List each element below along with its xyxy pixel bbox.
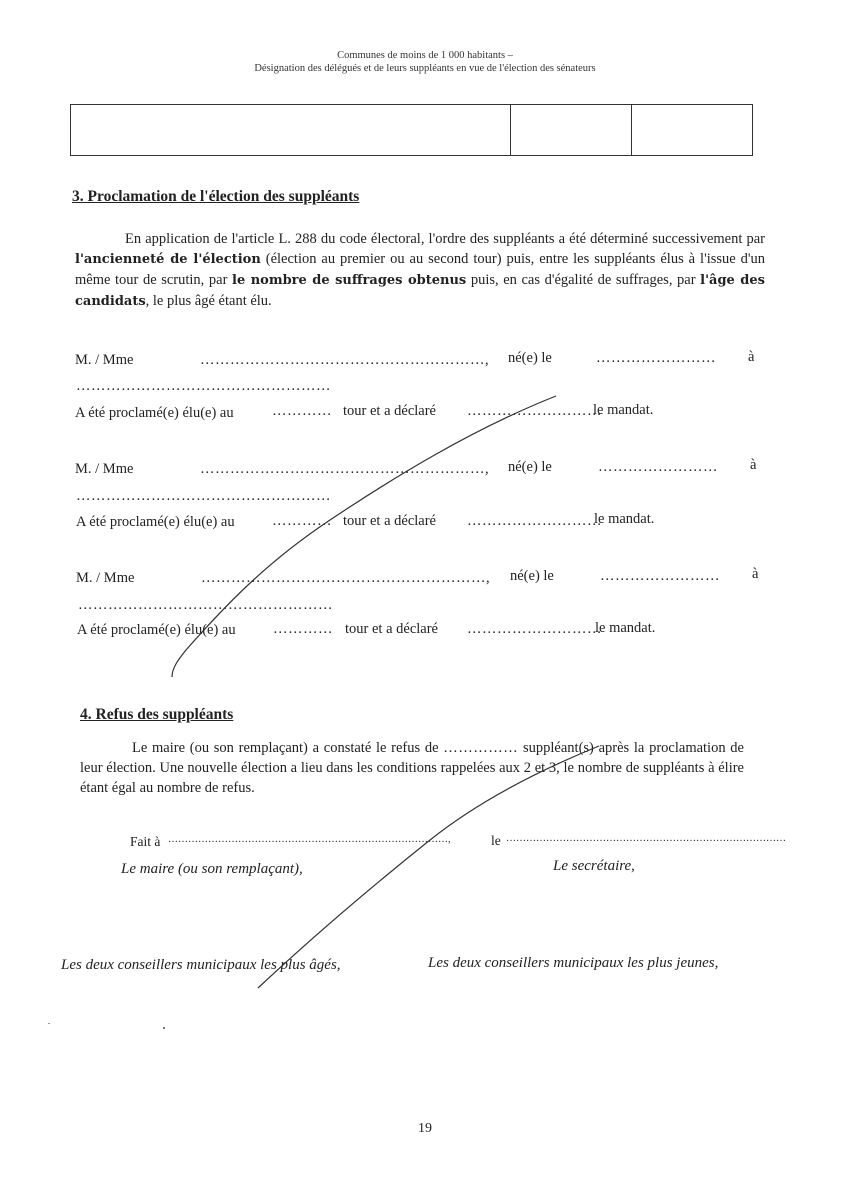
scan-speck — [48, 1023, 50, 1024]
date-label: le — [491, 833, 501, 848]
refus-count-field[interactable]: …………… — [443, 740, 519, 756]
proclaim-label: A été proclamé(e) élu(e) au — [75, 405, 234, 421]
mandate-label: le mandat. — [594, 511, 655, 527]
conseillers-jeunes-label: Les deux conseillers municipaux les plus jeunes, — [428, 955, 719, 971]
declare-label: tour et a déclaré — [345, 621, 438, 637]
name-field[interactable]: …………………………………………………, — [201, 570, 491, 586]
birth-label: né(e) le — [508, 459, 552, 475]
tour-field[interactable]: ………… — [272, 513, 332, 529]
birth-place-field[interactable]: …………………………………………… — [76, 378, 331, 394]
date-field[interactable]: ………………………………………………………………………… — [506, 833, 786, 844]
birth-date-field[interactable]: …………………… — [596, 350, 716, 366]
birth-date-field[interactable]: …………………… — [598, 459, 718, 475]
running-header-line2: Désignation des délégués et de leurs suppléants en vue de l'élection des sénateurs — [254, 63, 596, 74]
declare-label: tour et a déclaré — [343, 403, 436, 419]
mandate-label: le mandat. — [595, 620, 656, 636]
maire-signature-label: Le maire (ou son remplaçant), — [121, 861, 303, 877]
section-3-title: 3. Proclamation de l'élection des suppléants — [72, 188, 360, 205]
civility-label: M. / Mme — [75, 352, 134, 368]
conseillers-ages-label: Les deux conseillers municipaux les plus âgés, — [61, 957, 341, 973]
strike-line-signature — [258, 746, 599, 988]
fait-label: Fait à — [130, 834, 161, 849]
birth-label: né(e) le — [508, 350, 552, 366]
birth-date-field[interactable]: …………………… — [600, 568, 720, 584]
page-number: 19 — [418, 1121, 432, 1136]
birth-place-field[interactable]: …………………………………………… — [78, 597, 333, 613]
civility-label: M. / Mme — [76, 570, 135, 586]
declare-field[interactable]: ……………………… — [467, 513, 602, 529]
declare-label: tour et a déclaré — [343, 513, 436, 529]
name-field[interactable]: …………………………………………………, — [200, 352, 490, 368]
birth-place-label: à — [750, 457, 757, 473]
birth-label: né(e) le — [510, 568, 554, 584]
secretaire-signature-label: Le secrétaire, — [553, 858, 635, 874]
section-4-paragraph: Le maire (ou son remplaçant) a constaté le refus de …………… suppléant(s) après la proclamation de leur élection. Une nouvelle élection a lieu dans les conditions rappelées aux 2 et 3, le nombre de suppléants à élire étant égal au nombre de refus. — [80, 740, 744, 796]
birth-place-label: à — [752, 566, 759, 582]
tour-field[interactable]: ………… — [272, 403, 332, 419]
civility-label: M. / Mme — [75, 461, 134, 477]
section-4-title: 4. Refus des suppléants — [80, 706, 234, 723]
declare-field[interactable]: ……………………… — [467, 621, 602, 637]
section-3-paragraph: En application de l'article L. 288 du code électoral, l'ordre des suppléants a été déterminé successivement par l'ancienneté de l'élection (élection au premier ou au second tour) puis, entre les suppléants élus à l'issue d'un même tour de scrutin, par le nombre de suffrages obtenus puis, en cas d'égalité de suffrages, par l'âge des candidats, le plus âgé étant élu. — [75, 231, 765, 309]
name-field[interactable]: …………………………………………………, — [200, 461, 490, 477]
tour-field[interactable]: ………… — [273, 621, 333, 637]
birth-place-field[interactable]: …………………………………………… — [76, 488, 331, 504]
proclaim-label: A été proclamé(e) élu(e) au — [76, 514, 235, 530]
scan-speck — [163, 1027, 165, 1029]
mandate-label: le mandat. — [593, 402, 654, 418]
strike-line-section-3 — [172, 396, 556, 677]
fait-place-field[interactable]: …………………………………………………………………………, — [168, 834, 451, 845]
birth-place-label: à — [748, 349, 755, 365]
proclaim-label: A été proclamé(e) élu(e) au — [77, 622, 236, 638]
running-header-line1: Communes de moins de 1 000 habitants – — [337, 50, 513, 61]
declare-field[interactable]: ……………………… — [467, 403, 602, 419]
